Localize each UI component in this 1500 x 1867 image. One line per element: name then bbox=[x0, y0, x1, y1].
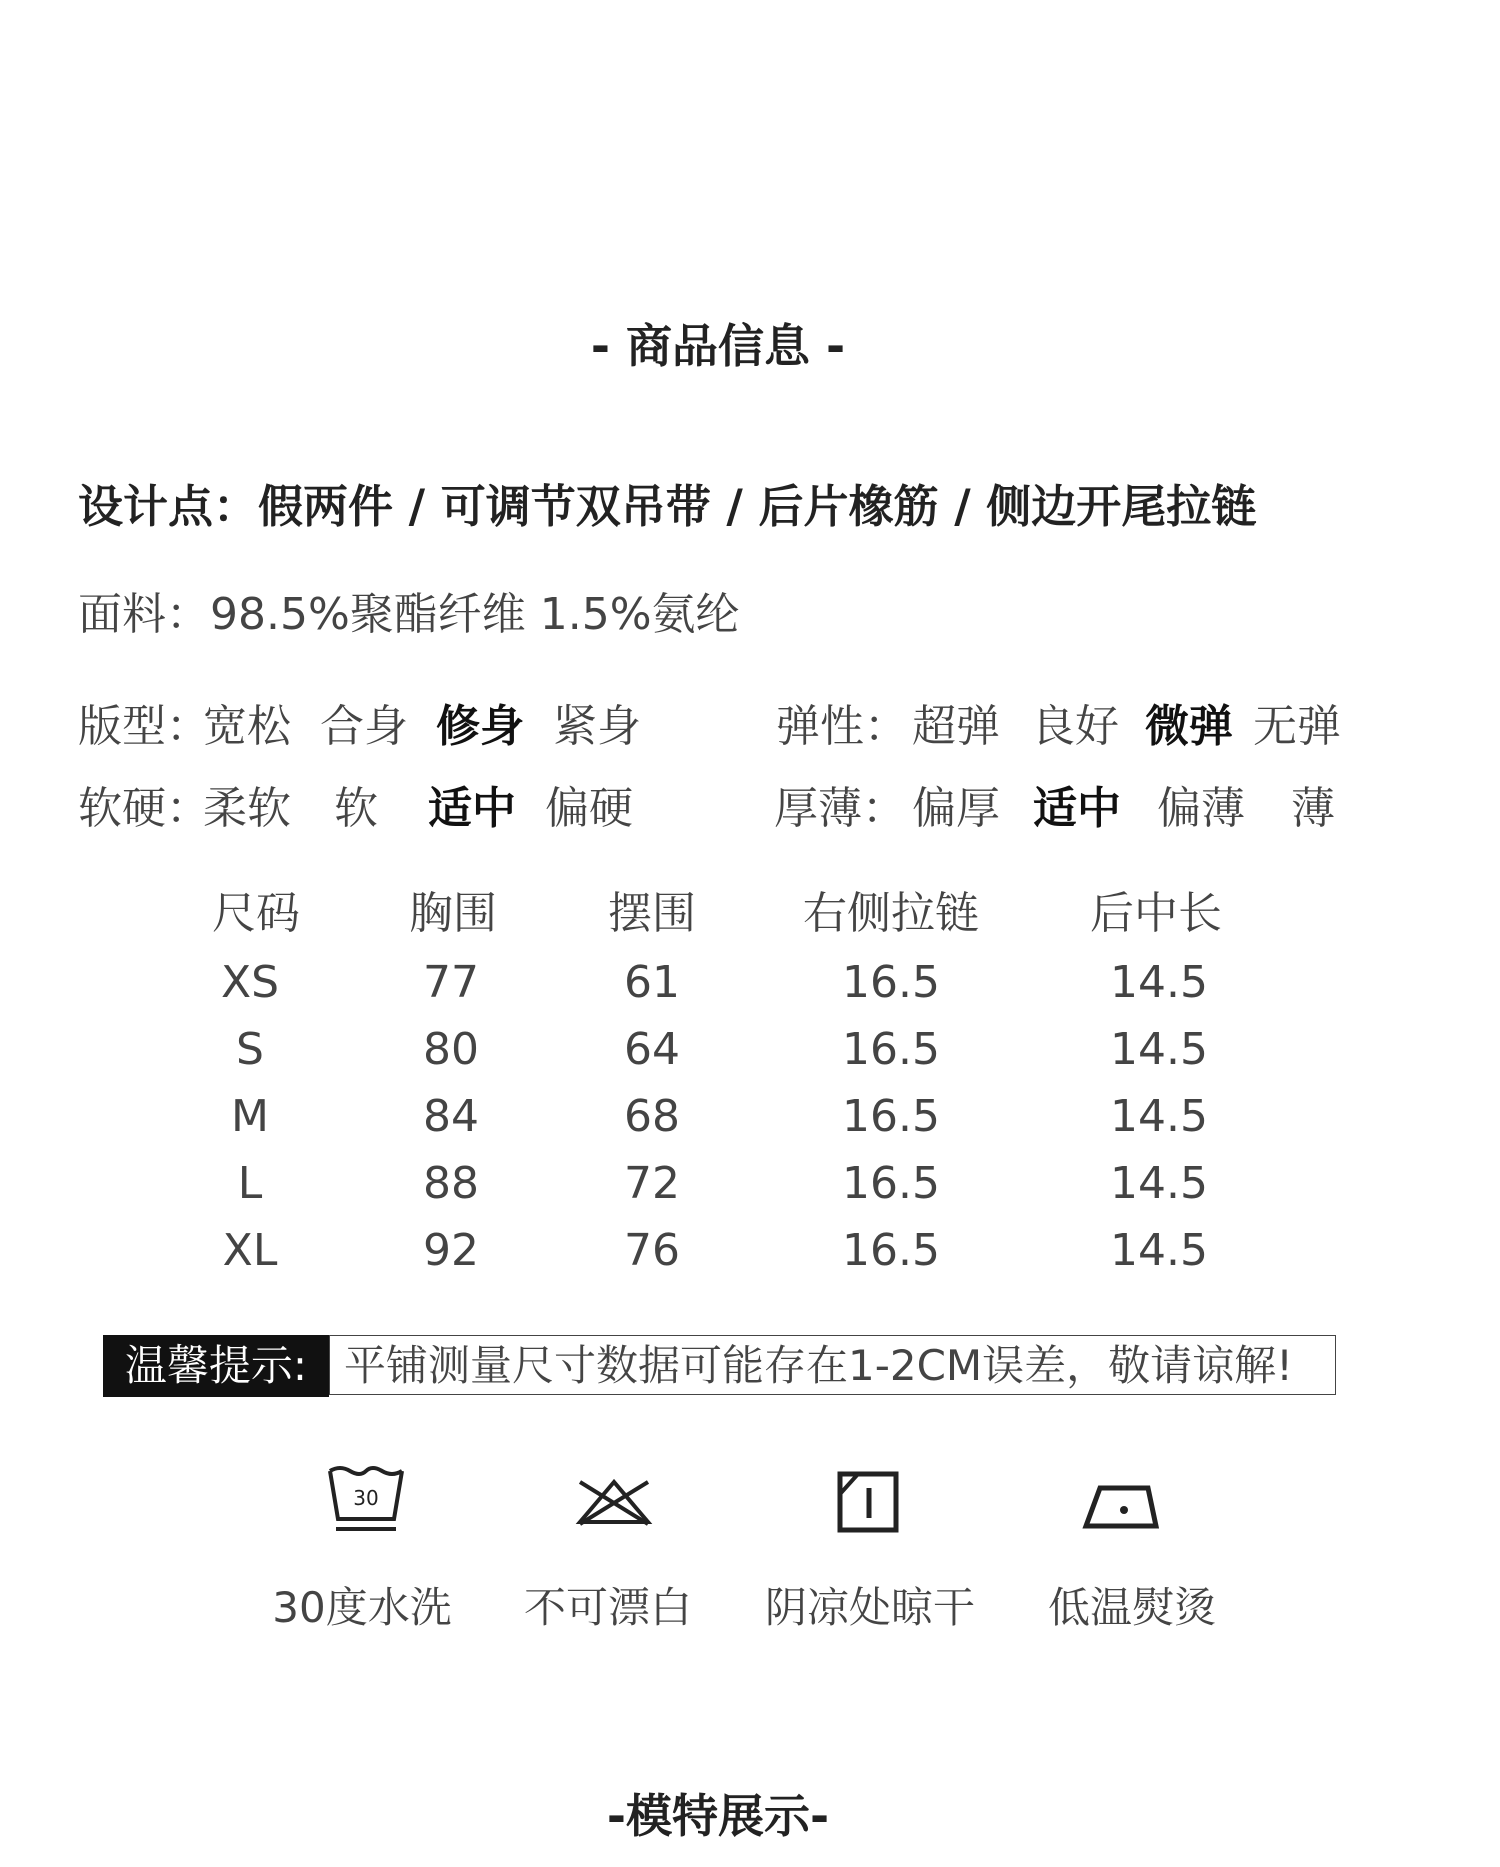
table-header: 后中长 bbox=[1090, 888, 1222, 939]
thickness-label: 厚薄： bbox=[774, 783, 906, 834]
table-cell: 76 bbox=[624, 1225, 680, 1276]
fit-option: 紧身 bbox=[553, 701, 641, 752]
thickness-option: 偏薄 bbox=[1157, 783, 1245, 834]
thickness-option: 薄 bbox=[1291, 783, 1335, 834]
table-header: 摆围 bbox=[608, 888, 696, 939]
table-cell: 88 bbox=[423, 1158, 479, 1209]
fit-label: 版型： bbox=[78, 701, 210, 752]
table-header: 右侧拉链 bbox=[803, 888, 979, 939]
design-points: 设计点：假两件 / 可调节双吊带 / 后片橡筋 / 侧边开尾拉链 bbox=[78, 480, 1257, 533]
care-label-dry-shade: 阴凉处晾干 bbox=[764, 1583, 975, 1632]
thickness-option: 偏厚 bbox=[912, 783, 1000, 834]
table-cell: 80 bbox=[423, 1024, 479, 1075]
table-cell: L bbox=[237, 1158, 263, 1209]
elasticity-option: 良好 bbox=[1031, 701, 1119, 752]
low-iron-icon bbox=[1082, 1480, 1162, 1532]
wash-30-icon bbox=[326, 1465, 406, 1535]
table-cell: 14.5 bbox=[1110, 1024, 1208, 1075]
table-cell: 77 bbox=[423, 957, 479, 1008]
table-cell: 16.5 bbox=[842, 1225, 940, 1276]
table-cell: 14.5 bbox=[1110, 1091, 1208, 1142]
dry-in-shade-icon bbox=[836, 1470, 902, 1536]
table-cell: 16.5 bbox=[842, 1091, 940, 1142]
fit-option: 宽松 bbox=[203, 701, 291, 752]
table-cell: 84 bbox=[423, 1091, 479, 1142]
elasticity-option: 超弹 bbox=[912, 701, 1000, 752]
model-showcase-title: -模特展示- bbox=[606, 1789, 830, 1843]
table-header: 胸围 bbox=[409, 888, 497, 939]
table-cell: 68 bbox=[624, 1091, 680, 1142]
table-cell: S bbox=[236, 1024, 264, 1075]
tip-label: 温馨提示: bbox=[103, 1335, 329, 1397]
softness-label: 软硬： bbox=[78, 783, 210, 834]
fit-option-selected: 修身 bbox=[436, 701, 524, 752]
table-cell: XL bbox=[222, 1225, 278, 1276]
elasticity-option: 无弹 bbox=[1253, 701, 1341, 752]
no-bleach-icon bbox=[574, 1478, 654, 1528]
thickness-option-selected: 适中 bbox=[1033, 783, 1121, 834]
table-cell: XS bbox=[220, 957, 280, 1008]
tip-text: 平铺测量尺寸数据可能存在1-2CM误差，敬请谅解! bbox=[329, 1335, 1336, 1395]
table-cell: 16.5 bbox=[842, 1024, 940, 1075]
table-cell: 16.5 bbox=[842, 1158, 940, 1209]
care-label-low-iron: 低温熨烫 bbox=[1047, 1583, 1216, 1632]
elasticity-option-selected: 微弹 bbox=[1145, 701, 1233, 752]
table-header: 尺码 bbox=[212, 888, 300, 939]
table-cell: 92 bbox=[423, 1225, 479, 1276]
softness-option: 柔软 bbox=[203, 783, 291, 834]
softness-option: 软 bbox=[334, 783, 378, 834]
fit-option: 合身 bbox=[320, 701, 408, 752]
fabric-composition: 面料：98.5%聚酯纤维 1.5%氨纶 bbox=[78, 589, 740, 640]
table-cell: 61 bbox=[624, 957, 680, 1008]
table-cell: 14.5 bbox=[1110, 1158, 1208, 1209]
table-cell: 64 bbox=[624, 1024, 680, 1075]
wash-temp-text: 30 bbox=[353, 1486, 379, 1510]
table-cell: 14.5 bbox=[1110, 957, 1208, 1008]
softness-option: 偏硬 bbox=[545, 783, 633, 834]
care-label-wash: 30度水洗 bbox=[272, 1583, 452, 1632]
elasticity-label: 弹性： bbox=[776, 701, 908, 752]
table-cell: 72 bbox=[624, 1158, 680, 1209]
table-cell: 16.5 bbox=[842, 957, 940, 1008]
product-info-title: - 商品信息 - bbox=[590, 319, 846, 373]
table-cell: M bbox=[231, 1091, 269, 1142]
care-label-no-bleach: 不可漂白 bbox=[523, 1583, 692, 1632]
softness-option-selected: 适中 bbox=[428, 783, 516, 834]
table-cell: 14.5 bbox=[1110, 1225, 1208, 1276]
